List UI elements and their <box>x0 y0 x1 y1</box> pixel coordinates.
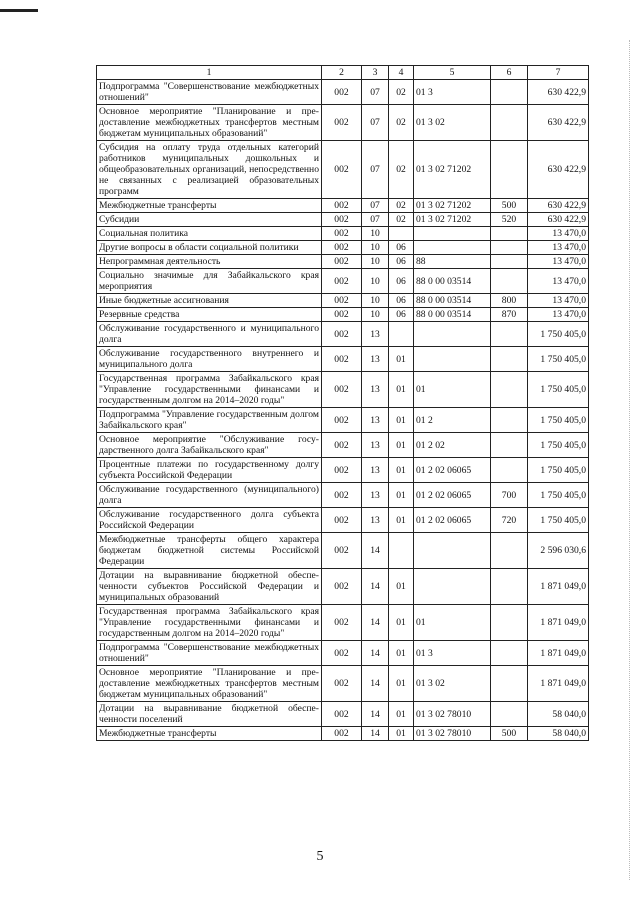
table-row <box>97 605 589 641</box>
section-code-cell: 14 <box>362 605 389 641</box>
section-code-cell: 13 <box>362 372 389 408</box>
row-name-cell: Дотации на выравнивание бюджетной обеспеченности субъектов Российской Федерации и муниципальных образований <box>97 569 322 605</box>
row-name-cell: Основное мероприятие "Планирование и предоставление межбюджетных трансфертов местным бюджетам муниципальных образований" <box>97 666 322 702</box>
row-name-cell: Межбюджетные трансферты <box>97 727 322 741</box>
page-number: 5 <box>316 849 324 864</box>
table-row <box>97 199 589 213</box>
table-row <box>97 269 589 294</box>
subsection-code-cell: 01 <box>389 666 414 702</box>
subsection-code-cell: 06 <box>389 294 414 308</box>
subsection-code-cell <box>389 533 414 569</box>
target-article-code-cell: 88 0 00 03514 <box>414 308 491 322</box>
row-name-cell: Резервные средства <box>97 308 322 322</box>
expense-type-code-cell: 520 <box>491 213 528 227</box>
ministry-code-cell: 002 <box>322 269 362 294</box>
row-name-cell: Субсидии <box>97 213 322 227</box>
header-cell: 3 <box>362 66 389 80</box>
expense-type-code-cell <box>491 105 528 141</box>
expense-type-code-cell <box>491 408 528 433</box>
amount-cell: 1 750 405,0 <box>528 508 589 533</box>
subsection-code-cell: 02 <box>389 141 414 199</box>
table-row <box>97 141 589 199</box>
expense-type-code-cell <box>491 141 528 199</box>
subsection-code-cell: 01 <box>389 727 414 741</box>
amount-cell: 13 470,0 <box>528 269 589 294</box>
expense-type-code-cell <box>491 702 528 727</box>
subsection-code-cell: 06 <box>389 241 414 255</box>
section-code-cell: 10 <box>362 269 389 294</box>
expense-type-code-cell <box>491 433 528 458</box>
target-article-code-cell: 01 2 02 06065 <box>414 508 491 533</box>
section-code-cell: 14 <box>362 533 389 569</box>
subsection-code-cell: 01 <box>389 347 414 372</box>
subsection-code-cell: 02 <box>389 80 414 105</box>
amount-cell: 1 750 405,0 <box>528 372 589 408</box>
table-row <box>97 533 589 569</box>
ministry-code-cell: 002 <box>322 241 362 255</box>
amount-cell: 630 422,9 <box>528 80 589 105</box>
subsection-code-cell <box>389 227 414 241</box>
target-article-code-cell: 01 3 <box>414 80 491 105</box>
subsection-code-cell: 02 <box>389 199 414 213</box>
ministry-code-cell: 002 <box>322 372 362 408</box>
table-row <box>97 508 589 533</box>
table-row <box>97 241 589 255</box>
ministry-code-cell: 002 <box>322 458 362 483</box>
target-article-code-cell: 01 2 <box>414 408 491 433</box>
row-name-cell: Субсидия на оплату труда отдельных категорий работников муниципальных дошкольных и общеобразовательных организаций, непосредственно не связанных с реализацией образовательных программ <box>97 141 322 199</box>
expense-type-code-cell <box>491 227 528 241</box>
table-row <box>97 308 589 322</box>
section-code-cell: 14 <box>362 727 389 741</box>
ministry-code-cell: 002 <box>322 433 362 458</box>
expense-type-code-cell <box>491 255 528 269</box>
table-row <box>97 372 589 408</box>
section-code-cell: 07 <box>362 80 389 105</box>
ministry-code-cell: 002 <box>322 533 362 569</box>
amount-cell: 58 040,0 <box>528 727 589 741</box>
row-name-cell: Подпрограмма "Управление государственным долгом Забайкальского края" <box>97 408 322 433</box>
header-cell: 5 <box>414 66 491 80</box>
section-code-cell: 10 <box>362 241 389 255</box>
table-row <box>97 227 589 241</box>
target-article-code-cell: 01 3 02 71202 <box>414 141 491 199</box>
ministry-code-cell: 002 <box>322 347 362 372</box>
row-name-cell: Подпрограмма "Совершенствование межбюджетных отношений" <box>97 641 322 666</box>
ministry-code-cell: 002 <box>322 322 362 347</box>
target-article-code-cell <box>414 227 491 241</box>
subsection-code-cell: 01 <box>389 433 414 458</box>
row-name-cell: Другие вопросы в области социальной политики <box>97 241 322 255</box>
subsection-code-cell: 06 <box>389 255 414 269</box>
row-name-cell: Межбюджетные трансферты общего характера бюджетам бюджетной системы Российской Федерации <box>97 533 322 569</box>
ministry-code-cell: 002 <box>322 483 362 508</box>
ministry-code-cell: 002 <box>322 308 362 322</box>
row-name-cell: Государственная программа Забайкальского края "Управление государственными финансами и государственным долгом на 2014–2020 годы" <box>97 605 322 641</box>
amount-cell: 13 470,0 <box>528 227 589 241</box>
table-body <box>97 80 589 741</box>
ministry-code-cell: 002 <box>322 408 362 433</box>
row-name-cell: Обслуживание государственного внутреннего и муниципального долга <box>97 347 322 372</box>
expense-type-code-cell <box>491 80 528 105</box>
expense-type-code-cell: 720 <box>491 508 528 533</box>
row-name-cell: Основное мероприятие "Обслуживание государственного долга Забайкальского края" <box>97 433 322 458</box>
table-row <box>97 458 589 483</box>
subsection-code-cell: 02 <box>389 105 414 141</box>
row-name-cell: Дотации на выравнивание бюджетной обеспеченности поселений <box>97 702 322 727</box>
target-article-code-cell: 01 2 02 06065 <box>414 483 491 508</box>
table-row <box>97 213 589 227</box>
table-row <box>97 727 589 741</box>
target-article-code-cell: 01 3 02 <box>414 666 491 702</box>
row-name-cell: Обслуживание государственного (муниципального) долга <box>97 483 322 508</box>
section-code-cell: 07 <box>362 141 389 199</box>
table-header-row <box>97 66 589 80</box>
target-article-code-cell: 01 <box>414 605 491 641</box>
ministry-code-cell: 002 <box>322 569 362 605</box>
subsection-code-cell: 01 <box>389 569 414 605</box>
scan-edge-line <box>629 40 630 880</box>
amount-cell: 13 470,0 <box>528 255 589 269</box>
subsection-code-cell: 01 <box>389 372 414 408</box>
section-code-cell: 07 <box>362 199 389 213</box>
header-cell: 4 <box>389 66 414 80</box>
amount-cell: 1 750 405,0 <box>528 347 589 372</box>
header-cell: 2 <box>322 66 362 80</box>
expense-type-code-cell <box>491 569 528 605</box>
expense-type-code-cell: 500 <box>491 727 528 741</box>
section-code-cell: 13 <box>362 508 389 533</box>
subsection-code-cell <box>389 322 414 347</box>
target-article-code-cell: 01 2 02 <box>414 433 491 458</box>
target-article-code-cell: 01 <box>414 372 491 408</box>
ministry-code-cell: 002 <box>322 141 362 199</box>
section-code-cell: 10 <box>362 308 389 322</box>
amount-cell: 1 871 049,0 <box>528 569 589 605</box>
budget-table <box>96 65 589 741</box>
target-article-code-cell: 01 3 02 78010 <box>414 702 491 727</box>
target-article-code-cell: 88 0 00 03514 <box>414 269 491 294</box>
expense-type-code-cell <box>491 605 528 641</box>
expense-type-code-cell: 800 <box>491 294 528 308</box>
ministry-code-cell: 002 <box>322 605 362 641</box>
expense-type-code-cell <box>491 372 528 408</box>
row-name-cell: Государственная программа Забайкальского края "Управление государственными финансами и государственным долгом на 2014–2020 годы" <box>97 372 322 408</box>
section-code-cell: 10 <box>362 255 389 269</box>
header-cell: 6 <box>491 66 528 80</box>
ministry-code-cell: 002 <box>322 727 362 741</box>
ministry-code-cell: 002 <box>322 80 362 105</box>
row-name-cell: Основное мероприятие "Планирование и предоставление межбюджетных трансфертов местным бюджетам муниципальных образований" <box>97 105 322 141</box>
amount-cell: 1 750 405,0 <box>528 408 589 433</box>
corner-scan-mark <box>0 0 38 12</box>
row-name-cell: Социальная политика <box>97 227 322 241</box>
table-row <box>97 105 589 141</box>
section-code-cell: 13 <box>362 322 389 347</box>
section-code-cell: 14 <box>362 702 389 727</box>
amount-cell: 1 750 405,0 <box>528 483 589 508</box>
expense-type-code-cell: 700 <box>491 483 528 508</box>
target-article-code-cell: 01 2 02 06065 <box>414 458 491 483</box>
expense-type-code-cell: 500 <box>491 199 528 213</box>
row-name-cell: Процентные платежи по государственному долгу субъекта Российской Федерации <box>97 458 322 483</box>
amount-cell: 13 470,0 <box>528 308 589 322</box>
expense-type-code-cell: 870 <box>491 308 528 322</box>
ministry-code-cell: 002 <box>322 227 362 241</box>
target-article-code-cell <box>414 322 491 347</box>
target-article-code-cell <box>414 533 491 569</box>
row-name-cell: Обслуживание государственного долга субъекта Российской Федерации <box>97 508 322 533</box>
ministry-code-cell: 002 <box>322 641 362 666</box>
target-article-code-cell: 01 3 02 71202 <box>414 213 491 227</box>
amount-cell: 1 750 405,0 <box>528 458 589 483</box>
section-code-cell: 14 <box>362 569 389 605</box>
section-code-cell: 13 <box>362 483 389 508</box>
table-row <box>97 641 589 666</box>
expense-type-code-cell <box>491 322 528 347</box>
expense-type-code-cell <box>491 533 528 569</box>
table-row <box>97 702 589 727</box>
target-article-code-cell <box>414 347 491 372</box>
target-article-code-cell: 01 3 02 78010 <box>414 727 491 741</box>
target-article-code-cell: 01 3 02 71202 <box>414 199 491 213</box>
subsection-code-cell: 06 <box>389 308 414 322</box>
table-row <box>97 569 589 605</box>
target-article-code-cell: 88 <box>414 255 491 269</box>
subsection-code-cell: 06 <box>389 269 414 294</box>
section-code-cell: 13 <box>362 433 389 458</box>
table-row <box>97 347 589 372</box>
row-name-cell: Подпрограмма "Совершенствование межбюджетных отношений" <box>97 80 322 105</box>
amount-cell: 1 750 405,0 <box>528 433 589 458</box>
table-row <box>97 294 589 308</box>
table-row <box>97 666 589 702</box>
ministry-code-cell: 002 <box>322 199 362 213</box>
ministry-code-cell: 002 <box>322 105 362 141</box>
expense-type-code-cell <box>491 347 528 372</box>
subsection-code-cell: 01 <box>389 641 414 666</box>
amount-cell: 630 422,9 <box>528 105 589 141</box>
section-code-cell: 13 <box>362 408 389 433</box>
subsection-code-cell: 01 <box>389 508 414 533</box>
section-code-cell: 13 <box>362 458 389 483</box>
section-code-cell: 14 <box>362 641 389 666</box>
section-code-cell: 13 <box>362 347 389 372</box>
amount-cell: 1 871 049,0 <box>528 605 589 641</box>
amount-cell: 1 871 049,0 <box>528 666 589 702</box>
row-name-cell: Социально значимые для Забайкальского края мероприятия <box>97 269 322 294</box>
subsection-code-cell: 01 <box>389 458 414 483</box>
row-name-cell: Иные бюджетные ассигнования <box>97 294 322 308</box>
section-code-cell: 14 <box>362 666 389 702</box>
ministry-code-cell: 002 <box>322 294 362 308</box>
row-name-cell: Обслуживание государственного и муниципального долга <box>97 322 322 347</box>
ministry-code-cell: 002 <box>322 255 362 269</box>
subsection-code-cell: 01 <box>389 702 414 727</box>
subsection-code-cell: 01 <box>389 408 414 433</box>
amount-cell: 630 422,9 <box>528 141 589 199</box>
target-article-code-cell <box>414 569 491 605</box>
amount-cell: 630 422,9 <box>528 199 589 213</box>
expense-type-code-cell <box>491 269 528 294</box>
amount-cell: 58 040,0 <box>528 702 589 727</box>
header-cell: 7 <box>528 66 589 80</box>
section-code-cell: 10 <box>362 227 389 241</box>
ministry-code-cell: 002 <box>322 213 362 227</box>
subsection-code-cell: 01 <box>389 483 414 508</box>
ministry-code-cell: 002 <box>322 508 362 533</box>
header-cell: 1 <box>97 66 322 80</box>
section-code-cell: 07 <box>362 105 389 141</box>
expense-type-code-cell <box>491 666 528 702</box>
section-code-cell: 10 <box>362 294 389 308</box>
target-article-code-cell: 88 0 00 03514 <box>414 294 491 308</box>
row-name-cell: Непрограммная деятельность <box>97 255 322 269</box>
ministry-code-cell: 002 <box>322 666 362 702</box>
expense-type-code-cell <box>491 458 528 483</box>
table-row <box>97 80 589 105</box>
target-article-code-cell: 01 3 <box>414 641 491 666</box>
target-article-code-cell <box>414 241 491 255</box>
target-article-code-cell: 01 3 02 <box>414 105 491 141</box>
section-code-cell: 07 <box>362 213 389 227</box>
table-row <box>97 408 589 433</box>
amount-cell: 630 422,9 <box>528 213 589 227</box>
expense-type-code-cell <box>491 241 528 255</box>
amount-cell: 2 596 030,6 <box>528 533 589 569</box>
table-row <box>97 255 589 269</box>
table-row <box>97 322 589 347</box>
subsection-code-cell: 02 <box>389 213 414 227</box>
amount-cell: 13 470,0 <box>528 294 589 308</box>
ministry-code-cell: 002 <box>322 702 362 727</box>
row-name-cell: Межбюджетные трансферты <box>97 199 322 213</box>
amount-cell: 1 750 405,0 <box>528 322 589 347</box>
subsection-code-cell: 01 <box>389 605 414 641</box>
table-row <box>97 433 589 458</box>
table-row <box>97 483 589 508</box>
expense-type-code-cell <box>491 641 528 666</box>
amount-cell: 13 470,0 <box>528 241 589 255</box>
amount-cell: 1 871 049,0 <box>528 641 589 666</box>
